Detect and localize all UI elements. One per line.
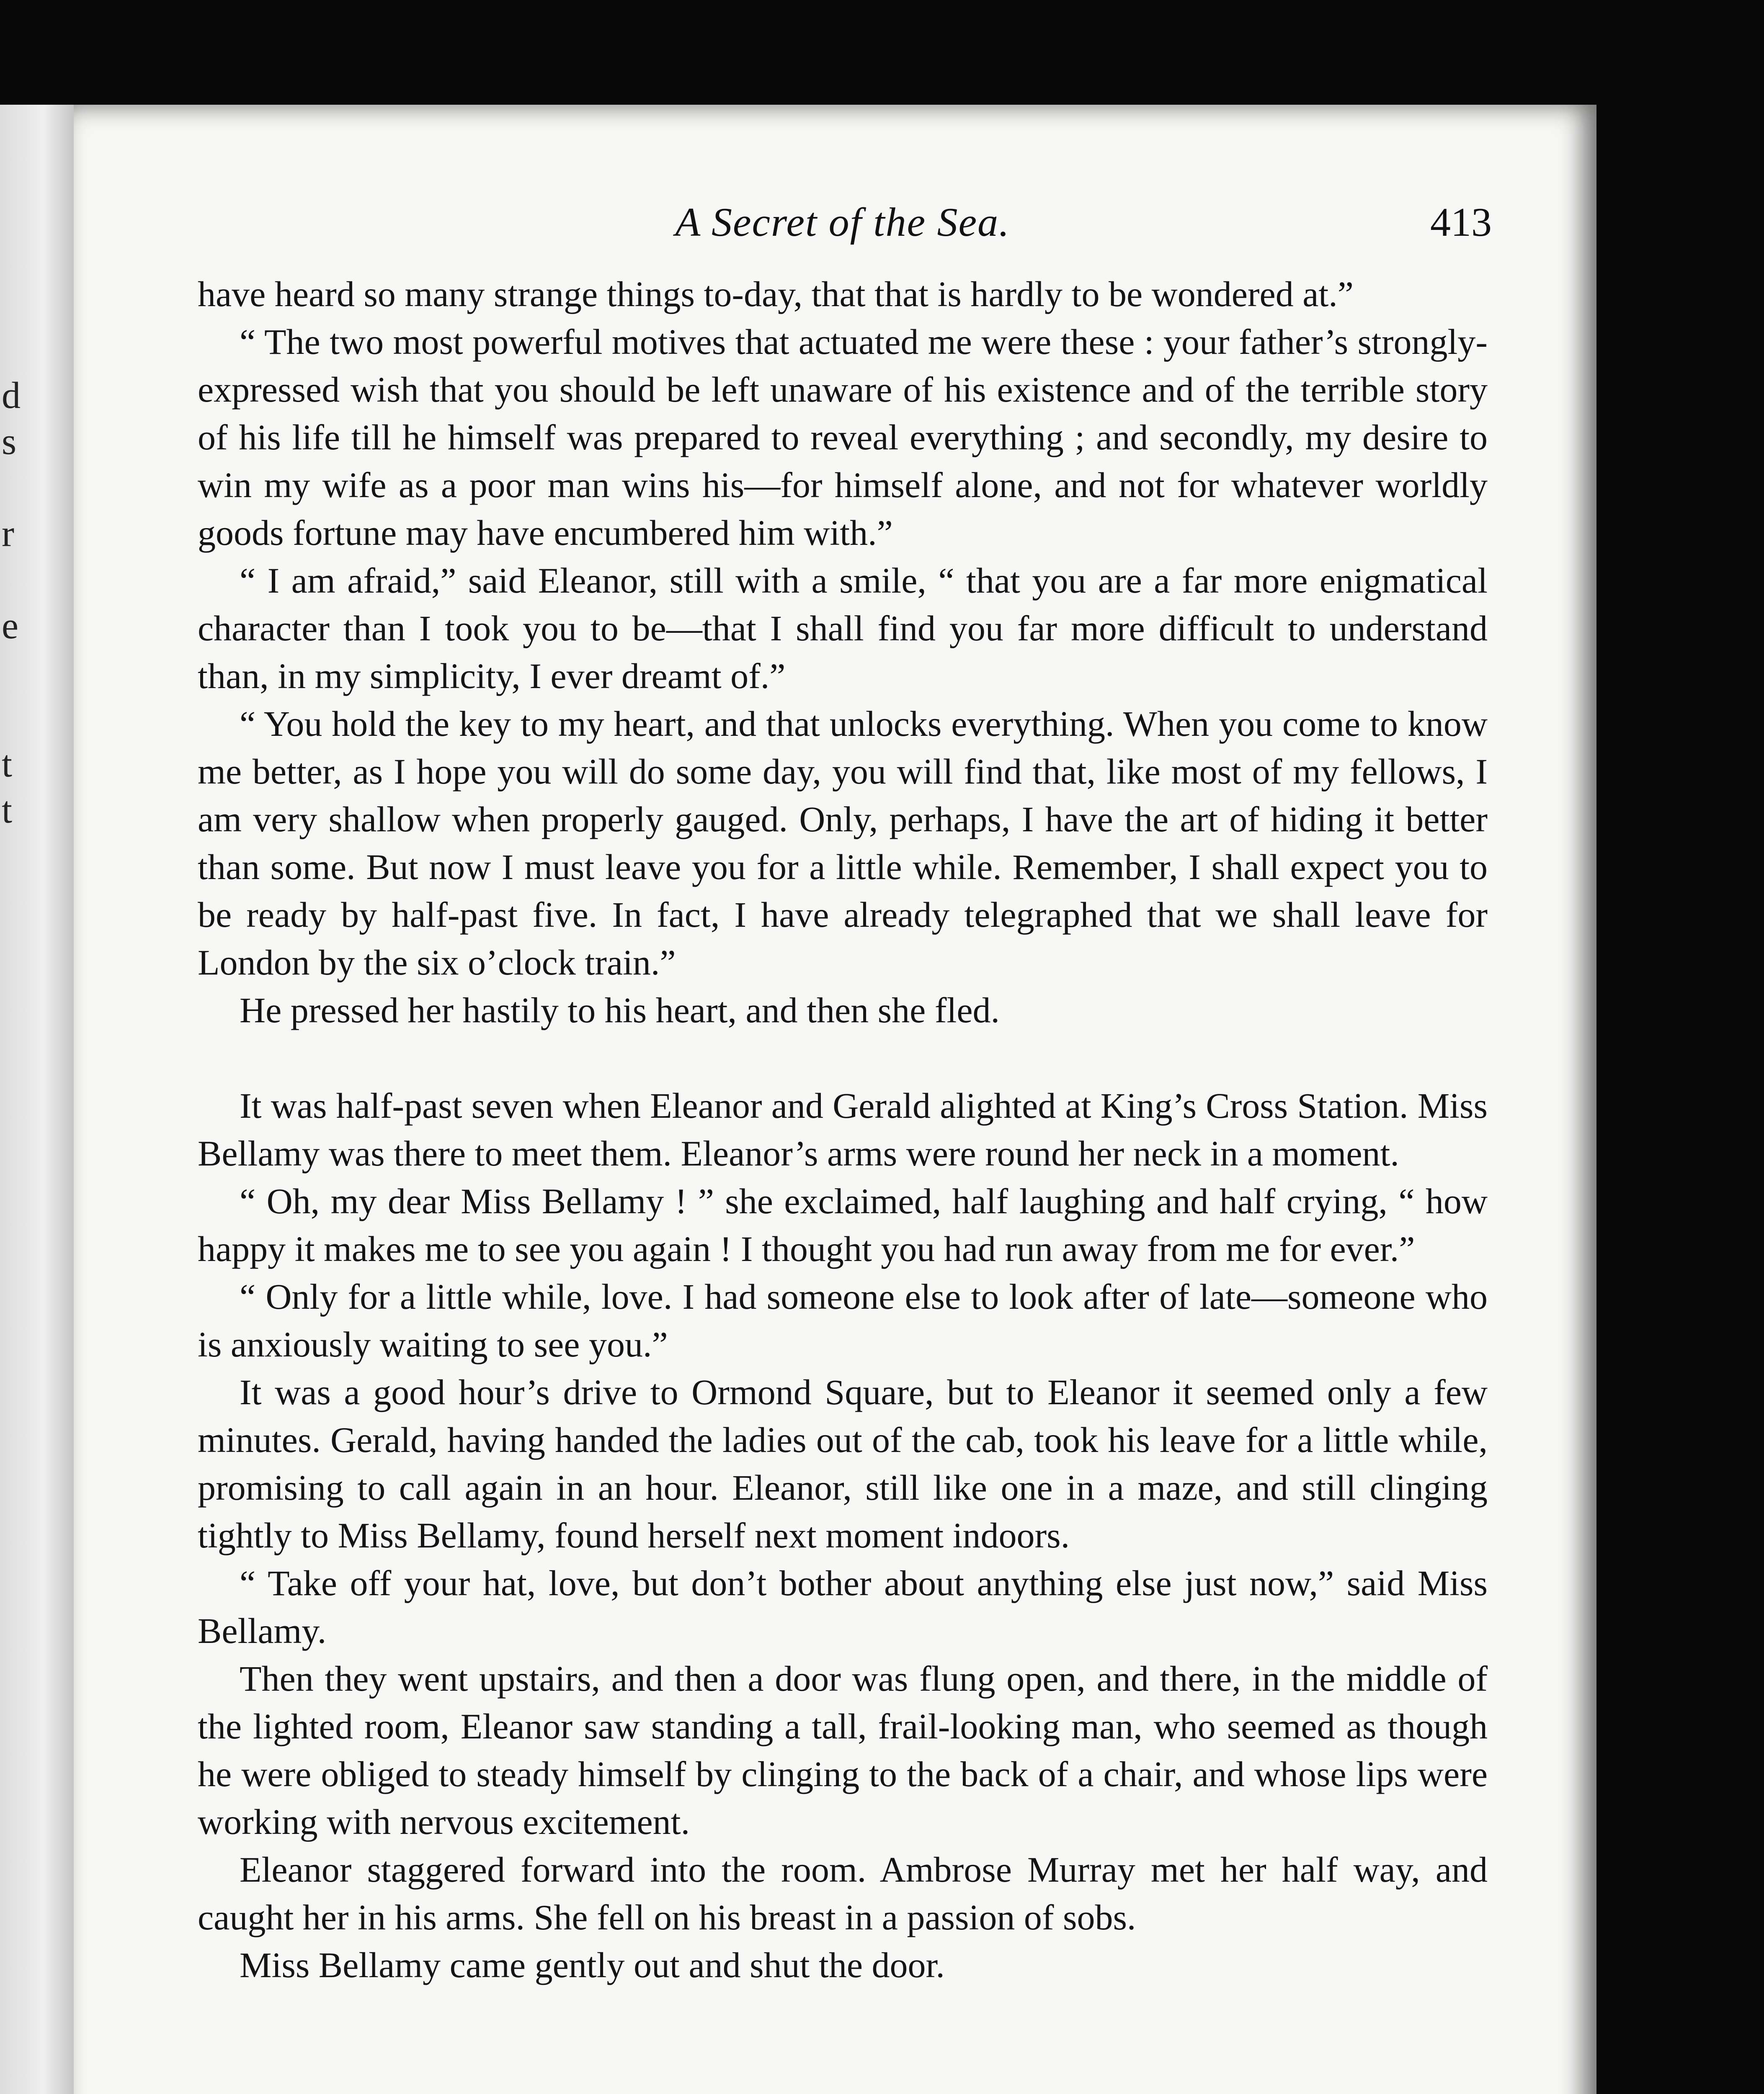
paragraph: Then they went upstairs, and then a door was flung open, and there, in the middle of the lighted room, Eleanor saw standing a tall, frail-looking man, who seemed as though he were obliged to steady himself by clinging to the back of a chair, and whose lips were working with nervous excitement. bbox=[198, 1658, 1488, 1842]
previous-page-text-fragment: d s r e t t bbox=[2, 375, 21, 831]
paragraph: Miss Bellamy came gently out and shut the door. bbox=[240, 1945, 945, 1985]
paragraph: He pressed her hastily to his heart, and then she fled. bbox=[240, 990, 1000, 1030]
paragraph-continued: have heard so many strange things to-day, that that is hardly to be wondered at.” bbox=[198, 274, 1354, 314]
paragraph: “ Only for a little while, love. I had someone else to look after of late—someone who is anxiously waiting to see you.” bbox=[198, 1277, 1488, 1364]
paragraph: Eleanor staggered forward into the room. Ambrose Murray met her half way, and caught her in his arms. She fell on his breast in a passion of sobs. bbox=[198, 1849, 1488, 1937]
paragraph: “ You hold the key to my heart, and that unlocks everything. When you come to know me better, as I hope you will do some day, you will find that, like most of my fellows, I am very shallow when properly gauged. Only, perhaps, I have the art of hiding it better than some. But now I must leave you for a little while. Remember, I shall expect you to be ready by half-past five. In fact, I have already telegraphed that we shall leave for London by the six o’clock train.” bbox=[198, 704, 1488, 983]
paragraph: “ Take off your hat, love, but don’t bother about anything else just now,” said Miss Bellamy. bbox=[198, 1563, 1488, 1651]
running-head bbox=[198, 199, 1492, 270]
paragraph: It was a good hour’s drive to Ormond Square, but to Eleanor it seemed only a few minutes. Gerald, having handed the ladies out of the cab, took his leave for a little while, promising to call again in an hour. Eleanor, still like one in a maze, and still clinging tightly to Miss Bellamy, found herself next moment indoors. bbox=[198, 1372, 1488, 1555]
book-page bbox=[74, 105, 1596, 2094]
paragraph: “ Oh, my dear Miss Bellamy ! ” she exclaimed, half laughing and half crying, “ how happy it makes me to see you again ! I thought you had run away from me for ever.” bbox=[198, 1181, 1488, 1269]
page-content bbox=[198, 199, 1492, 1989]
running-head-title: A Secret of the Sea. bbox=[675, 200, 1010, 245]
previous-page-edge bbox=[0, 105, 80, 2094]
paragraph-section-start: It was half-past seven when Eleanor and Gerald alighted at King’s Cross Station. Miss Bellamy was there to meet them. Eleanor’s arms were round her neck in a moment. bbox=[198, 1086, 1488, 1173]
body-text bbox=[198, 270, 1488, 1989]
page-number: 413 bbox=[1430, 200, 1492, 245]
paragraph: “ I am afraid,” said Eleanor, still with a smile, “ that you are a far more enigmatical character than I took you to be—that I shall find you far more difficult to understand than, in my simplicity, I ever dreamt of.” bbox=[198, 560, 1488, 696]
paragraph: “ The two most powerful motives that actuated me were these : your father’s strongly-expressed wish that you should be left unaware of his existence and of the terrible story of his life till he himself was prepared to reveal everything ; and secondly, my desire to win my wife as a poor man wins his—for himself alone, and not for whatever worldly goods fortune may have encumbered him with.” bbox=[198, 322, 1488, 553]
